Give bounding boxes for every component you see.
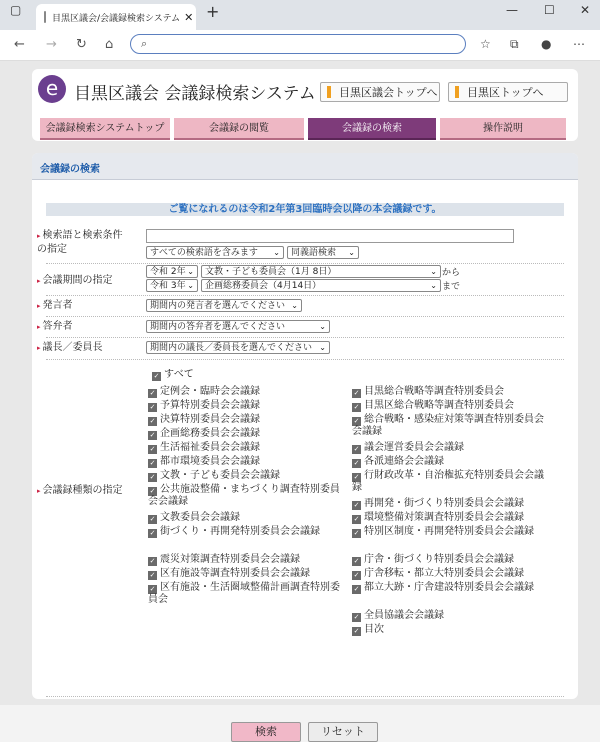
checkbox-label: 定例会・臨時会会議録 [160, 386, 260, 397]
row-divider [46, 337, 564, 338]
checkbox-label: 予算特別委員会会議録 [160, 400, 260, 411]
tab-close-icon[interactable]: ✕ [184, 10, 194, 24]
tab-browse[interactable]: 会議録の閲覧 [174, 118, 304, 140]
checkbox-checked-icon: ✓ [149, 403, 156, 411]
chair-select[interactable]: 期間内の議長／委員長を選んでください ⌄ [146, 341, 330, 354]
left-checkbox-item[interactable] [148, 554, 348, 566]
row-divider [46, 359, 564, 360]
left-checkbox-item[interactable] [148, 512, 348, 524]
tab-system-top[interactable]: 会議録検索システムトップ [40, 118, 170, 140]
tab-title: 目黒区議会/会議録検索システム [52, 13, 181, 24]
checkbox-label: 庁舎移転・都立大特別委員会会議録 [364, 568, 524, 579]
checkbox-checked-icon: ✓ [353, 417, 360, 425]
more-menu-icon[interactable]: ⋯ [573, 37, 585, 51]
checkbox-checked-icon: ✓ [353, 557, 360, 565]
right-checkbox-item[interactable] [352, 512, 552, 524]
browser-tabbar [0, 0, 600, 30]
checkbox-checked-icon: ✓ [149, 585, 156, 593]
checkbox-label: 環境整備対策調査特別委員会会議録 [364, 512, 524, 523]
answerer-label: ▸ 答弁者 [37, 321, 73, 332]
checkbox-checked-icon: ✓ [353, 403, 360, 411]
right-checkbox-item[interactable] [352, 470, 552, 494]
row-divider [46, 263, 564, 264]
checkbox-label: 文教・子ども委員会会議録 [160, 470, 280, 481]
checkbox-label: 庁舎・街づくり特別委員会会議録 [364, 554, 514, 565]
left-checkbox-item[interactable] [148, 428, 348, 440]
link-marker-icon [327, 86, 331, 98]
left-checkbox-item[interactable] [148, 386, 348, 398]
right-checkbox-item[interactable] [352, 442, 552, 454]
checkbox-label: 議会運営委員会会議録 [364, 442, 464, 453]
checkbox-label: 文教委員会会議録 [160, 512, 240, 523]
panel-title: 会議録の検索 [40, 164, 100, 175]
to-suffix: まで [442, 282, 461, 292]
profile-avatar-icon[interactable]: ● [541, 37, 552, 51]
checkbox-checked-icon: ✓ [149, 417, 156, 425]
search-button[interactable]: 検索 [231, 722, 301, 742]
left-checkbox-item[interactable] [148, 484, 348, 508]
checkbox-checked-icon: ✓ [149, 389, 156, 397]
row-divider [46, 696, 564, 697]
minimize-button[interactable]: — [506, 3, 518, 17]
checkbox-checked-icon: ✓ [353, 501, 360, 509]
left-checkbox-item[interactable] [148, 400, 348, 412]
checkbox-label: 企画総務委員会会議録 [160, 428, 260, 439]
right-checkbox-item[interactable] [352, 526, 552, 538]
ward-top-label: 目黒区トップへ [467, 86, 544, 99]
ward-top-link[interactable] [448, 82, 568, 102]
checkbox-checked-icon: ✓ [353, 473, 360, 481]
checkbox-label: 区有施設等調査特別委員会会議録 [160, 568, 310, 579]
checkbox-label: 目黒総合戦略等調査特別委員会 [364, 386, 504, 397]
checkbox-checked-icon: ✓ [149, 473, 156, 481]
checkbox-label: 特別区制度・再開発特別委員会会議録 [364, 526, 534, 537]
checkbox-label: 公共施設整備・まちづくり調査特別委員会会議録 [148, 484, 340, 507]
checkbox-all[interactable]: ✓ すべて [153, 369, 194, 380]
tab-help[interactable]: 操作説明 [440, 118, 566, 140]
meguro-logo-icon: e [38, 75, 66, 103]
checkbox-label: 目黒区総合戦略等調査特別委員会 [364, 400, 514, 411]
checkbox-checked-icon: ✓ [353, 459, 360, 467]
collections-icon[interactable]: ⧉ [510, 37, 519, 51]
right-checkbox-item[interactable] [352, 400, 552, 412]
row-divider [46, 295, 564, 296]
period-label: ▸ 会議期間の指定 [37, 275, 113, 286]
search-icon: ⌕ [141, 37, 148, 50]
to-meeting-select[interactable]: 企画総務委員会（4月14日） ⌄ [201, 279, 441, 292]
close-window-button[interactable]: ✕ [580, 3, 591, 17]
checkbox-label: 決算特別委員会会議録 [160, 414, 260, 425]
left-checkbox-item[interactable] [148, 568, 348, 580]
panel-header [32, 153, 578, 180]
keyword-input[interactable] [146, 229, 514, 243]
checkbox-checked-icon: ✓ [149, 557, 156, 565]
site-title: 目黒区議会 会議録検索システム [74, 84, 316, 104]
checkbox-checked-icon: ✓ [149, 445, 156, 453]
checkbox-checked-icon: ✓ [149, 529, 156, 537]
checkbox-label: 総合戦略・感染症対策等調査特別委員会会議録 [352, 414, 544, 437]
checkbox-checked-icon: ✓ [149, 459, 156, 467]
checkbox-checked-icon: ✓ [353, 571, 360, 579]
council-top-link[interactable] [320, 82, 440, 102]
search-panel [32, 153, 578, 738]
right-checkbox-item[interactable] [352, 582, 552, 594]
keyword-label: ▸ 検索語と検索条件 の指定 [37, 230, 123, 255]
new-tab-button[interactable]: + [206, 2, 220, 21]
left-checkbox-item[interactable] [148, 442, 348, 454]
checkbox-label: 再開発・街づくり特別委員会会議録 [364, 498, 524, 509]
link-marker-icon [455, 86, 459, 98]
checkbox-checked-icon: ✓ [353, 445, 360, 453]
reload-button[interactable]: ↻ [76, 37, 87, 52]
back-button[interactable]: ← [14, 37, 25, 52]
left-checkbox-item[interactable] [148, 456, 348, 468]
checkbox-checked-icon: ✓ [149, 487, 156, 495]
checkbox-label: 全員協議会会議録 [364, 610, 444, 621]
council-top-label: 目黒区議会トップへ [339, 86, 438, 99]
speaker-select[interactable]: 期間内の発言者を選んでください ⌄ [146, 299, 302, 312]
favorite-star-icon[interactable]: ☆ [480, 37, 491, 51]
to-year-select[interactable]: 令和 3年 ⌄ [146, 279, 198, 292]
right-checkbox-item[interactable] [352, 568, 552, 580]
left-checkbox-item[interactable] [148, 414, 348, 426]
left-checkbox-item[interactable] [148, 526, 348, 538]
checkbox-checked-icon: ✓ [149, 431, 156, 439]
right-checkbox-item[interactable] [352, 498, 552, 510]
left-checkbox-item[interactable] [148, 470, 348, 482]
right-checkbox-item[interactable] [352, 610, 552, 622]
checkbox-checked-icon: ✓ [353, 389, 360, 397]
checkbox-label: 生活福祉委員会会議録 [160, 442, 260, 453]
browser-tab[interactable] [36, 4, 196, 30]
maximize-button[interactable]: ☐ [544, 3, 555, 17]
checkbox-checked-icon: ✓ [353, 529, 360, 537]
reset-button[interactable]: リセット [308, 722, 378, 742]
right-checkbox-item[interactable] [352, 386, 552, 398]
checkbox-label: 震災対策調査特別委員会会議録 [160, 554, 300, 565]
address-bar [0, 30, 600, 61]
type-label: ▸ 会議録種類の指定 [37, 485, 123, 496]
synonym-select[interactable]: 同義語検索 ⌄ [287, 246, 359, 259]
speaker-label: ▸ 発言者 [37, 300, 73, 311]
row-divider [46, 316, 564, 317]
chair-label: ▸ 議長／委員長 [37, 342, 103, 353]
from-meeting-select[interactable]: 文教・子ども委員会（1月 8日） ⌄ [201, 265, 441, 278]
notice-text: ご覧になれるのは令和2年第3回臨時会以降の本会議録です。 [46, 203, 564, 216]
right-checkbox-item[interactable] [352, 554, 552, 566]
site-header [32, 69, 578, 141]
left-checkbox-item[interactable] [148, 582, 348, 606]
right-checkbox-item[interactable] [352, 624, 552, 636]
page-favicon-icon [44, 11, 46, 23]
checkbox-label: 区有施設・生活圏域整備計画調査特別委員会 [148, 582, 340, 605]
tab-search[interactable]: 会議録の検索 [308, 118, 436, 140]
right-checkbox-item[interactable] [352, 414, 552, 438]
forward-button[interactable]: → [46, 37, 57, 52]
url-input[interactable] [130, 34, 466, 54]
checkbox-label: 街づくり・再開発特別委員会会議録 [160, 526, 320, 537]
checkbox-checked-icon: ✓ [353, 515, 360, 523]
checkbox-label: 都立大跡・庁舎建設特別委員会会議録 [364, 582, 534, 593]
checkbox-label: 行財政改革・自治権拡充特別委員会会議録 [352, 470, 544, 493]
checkbox-checked-icon: ✓ [153, 372, 160, 380]
checkbox-checked-icon: ✓ [353, 585, 360, 593]
keyword-mode-select[interactable]: すべての検索語を含みます ⌄ [146, 246, 284, 259]
checkbox-label: 都市環境委員会会議録 [160, 456, 260, 467]
answerer-select[interactable]: 期間内の答弁者を選んでください ⌄ [146, 320, 330, 333]
checkbox-checked-icon: ✓ [149, 515, 156, 523]
checkbox-checked-icon: ✓ [353, 627, 360, 635]
from-suffix: から [442, 268, 461, 278]
checkbox-label: 目次 [364, 624, 384, 635]
tab-actions-icon[interactable]: ▢ [10, 3, 22, 17]
home-button[interactable]: ⌂ [105, 37, 114, 52]
checkbox-checked-icon: ✓ [353, 613, 360, 621]
checkbox-label: 各派連絡会会議録 [364, 456, 444, 467]
page-content [0, 61, 600, 738]
from-year-select[interactable]: 令和 2年 ⌄ [146, 265, 198, 278]
checkbox-checked-icon: ✓ [149, 571, 156, 579]
right-checkbox-item[interactable] [352, 456, 552, 468]
